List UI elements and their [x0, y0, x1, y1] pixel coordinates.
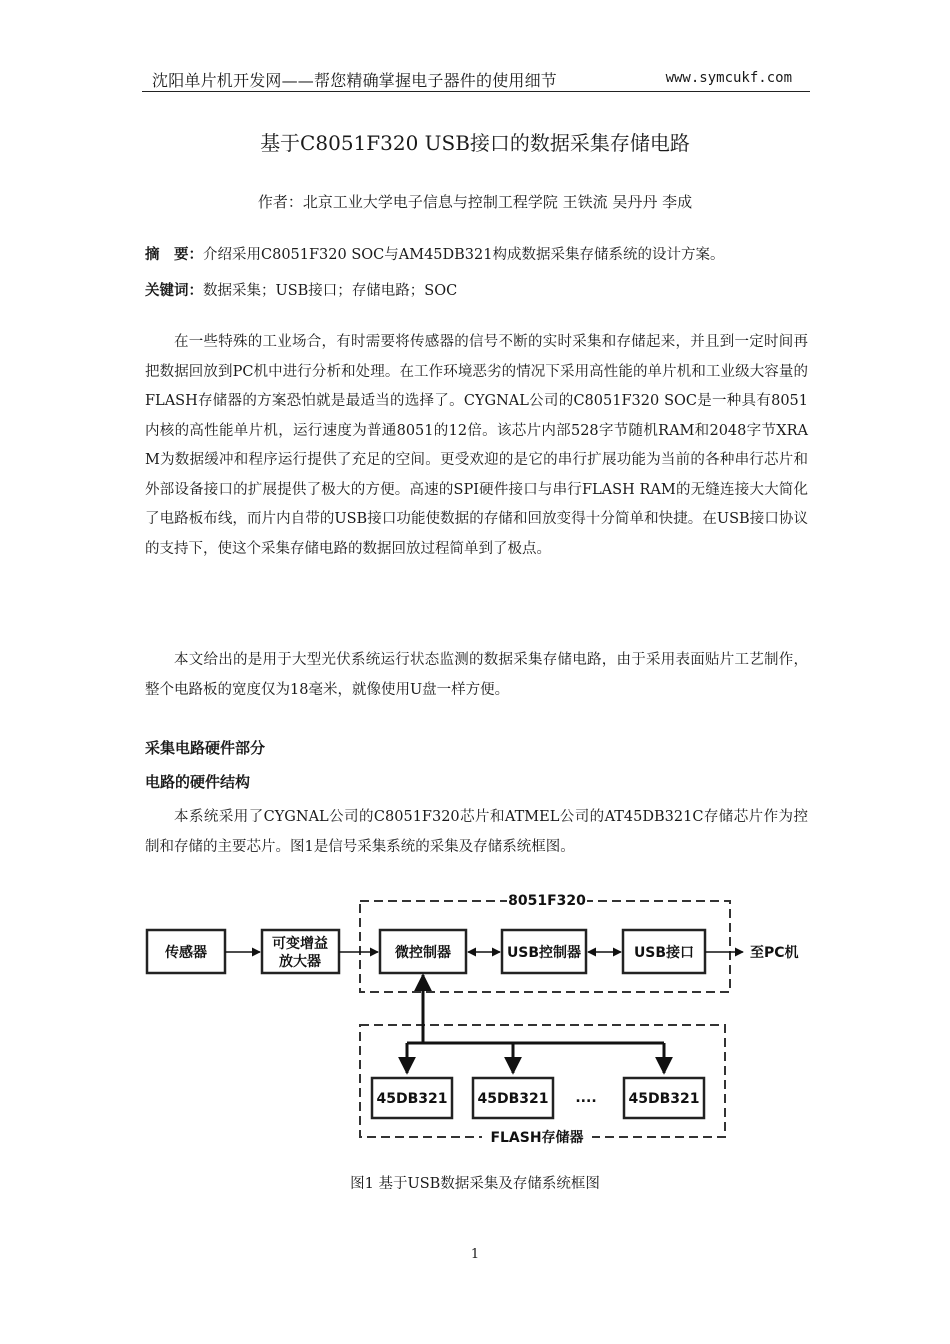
mcu-frame-label: 8051F320 — [508, 893, 586, 909]
paragraph-intro: 在一些特殊的工业场合，有时需要将传感器的信号不断的实时采集和存储起来，并且到一定时间再把数据回放到PC机中进行分析和处理。在工作环境恶劣的情况下采用高性能的单片机和工业级大容量的FLASH存储器的方案恐怕就是最适当的选择了。CYGNAL公司的C8051F320 SOC是一种具有8051内核的高性能单片机，运行速度为普通8051的12倍。该芯片内部528字节随机RAM和2048字节XRAM为数据缓冲和程序运行提供了充足的空间。更受欢迎的是它的串行扩展功能为当前的各种串行芯片和外部设备接口的扩展提供了极大的方便。高速的SPI硬件接口与串行FLASH RAM的无缝连接大大简化了电路板布线，而片内自带的USB接口功能使数据的存储和回放变得十分简单和快捷。在USB接口协议的支持下，使这个采集存储电路的数据回放过程简单到了极点。 — [145, 334, 808, 557]
keywords — [145, 279, 815, 300]
flash-chip-3-label: 45DB321 — [628, 1091, 700, 1107]
microcontroller-label: 微控制器 — [395, 945, 451, 961]
flash-frame-label: FLASH存储器 — [490, 1130, 584, 1146]
figure-caption: 图1 基于USB数据采集及存储系统框图 — [350, 1176, 600, 1192]
header-site-title: 沈阳单片机开发网——帮您精确掌握电子器件的使用细节 — [152, 71, 558, 90]
amplifier-label-1: 可变增益 — [272, 936, 328, 952]
to-pc-label: 至PC机 — [750, 945, 799, 961]
amplifier-label-2: 放大器 — [279, 954, 321, 970]
abstract-label: 摘 要： — [145, 247, 203, 263]
article-authors: 作者：北京工业大学电子信息与控制工程学院 王铁流 吴丹丹 李成 — [257, 193, 693, 211]
page-number: 1 — [470, 1247, 480, 1262]
header-url[interactable]: www.symcukf.com — [665, 70, 792, 86]
paragraph-hardware: 本系统采用了CYGNAL公司的C8051F320芯片和ATMEL公司的AT45DB321C存储芯片作为控制和存储的主要芯片。图1是信号采集系统的采集及存储系统框图。 — [145, 809, 808, 855]
flash-ellipsis: .... — [575, 1090, 597, 1106]
usb-controller-label: USB控制器 — [506, 945, 582, 961]
article-title: 基于C8051F320 USB接口的数据采集存储电路 — [260, 131, 690, 155]
abstract — [145, 243, 815, 264]
usb-port-label: USB接口 — [633, 945, 695, 961]
keywords-label: 关键词： — [145, 283, 203, 299]
subsection-heading: 电路的硬件结构 — [145, 773, 251, 791]
abstract-text: 介绍采用C8051F320 SOC与AM45DB321构成数据采集存储系统的设计方案。 — [203, 247, 725, 263]
header-divider — [142, 91, 810, 92]
paragraph-application: 本文给出的是用于大型光伏系统运行状态监测的数据采集存储电路，由于采用表面贴片工艺制作，整个电路板的宽度仅为18毫米，就像使用U盘一样方便。 — [145, 652, 808, 698]
flash-chip-2-label: 45DB321 — [477, 1091, 549, 1107]
section-heading: 采集电路硬件部分 — [145, 739, 266, 757]
block-diagram — [135, 880, 815, 1150]
keywords-text: 数据采集；USB接口；存储电路；SOC — [203, 283, 458, 299]
flash-chip-1-label: 45DB321 — [376, 1091, 448, 1107]
sensor-label: 传感器 — [165, 945, 207, 961]
